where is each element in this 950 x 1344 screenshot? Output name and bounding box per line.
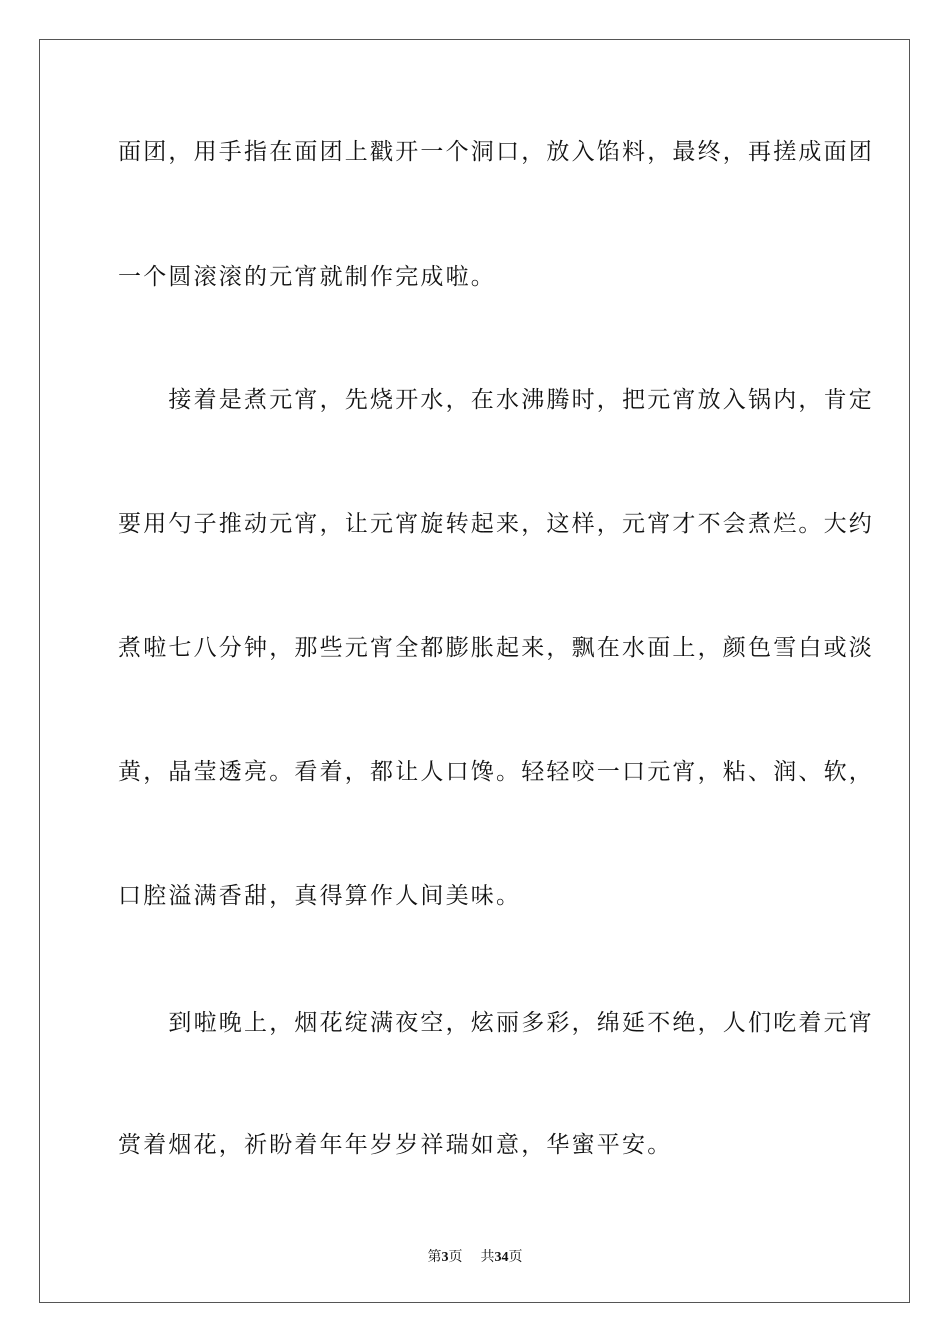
text-line: 口腔溢满香甜，真得算作人间美味。 <box>118 883 522 909</box>
text-line: 接着是煮元宵，先烧开水，在水沸腾时，把元宵放入锅内，肯定 <box>118 387 874 413</box>
page-border <box>39 39 910 1303</box>
text-line: 面团，用手指在面团上戳开一个洞口，放入馅料，最终，再搓成面团 <box>118 139 874 165</box>
page-suffix: 页 <box>448 1250 463 1265</box>
text-line: 到啦晚上，烟花绽满夜空，炫丽多彩，绵延不绝，人们吃着元宵 <box>118 1010 874 1036</box>
total-suffix: 页 <box>508 1250 523 1265</box>
page-number: 3 <box>441 1250 449 1265</box>
text-line: 要用勺子推动元宵，让元宵旋转起来，这样，元宵才不会煮烂。大约 <box>118 511 874 537</box>
text-line: 黄，晶莹透亮。看着，都让人口馋。轻轻咬一口元宵，粘、润、软， <box>118 759 874 785</box>
total-pages: 34 <box>494 1250 509 1265</box>
text-line: 赏着烟花，祈盼着年年岁岁祥瑞如意，华蜜平安。 <box>118 1132 673 1158</box>
page-footer <box>0 1248 950 1268</box>
text-line: 一个圆滚滚的元宵就制作完成啦。 <box>118 264 496 290</box>
text-line: 煮啦七八分钟，那些元宵全都膨胀起来，飘在水面上，颜色雪白或淡 <box>118 635 874 661</box>
page-prefix: 第 <box>427 1250 442 1265</box>
total-prefix: 共 <box>480 1250 495 1265</box>
